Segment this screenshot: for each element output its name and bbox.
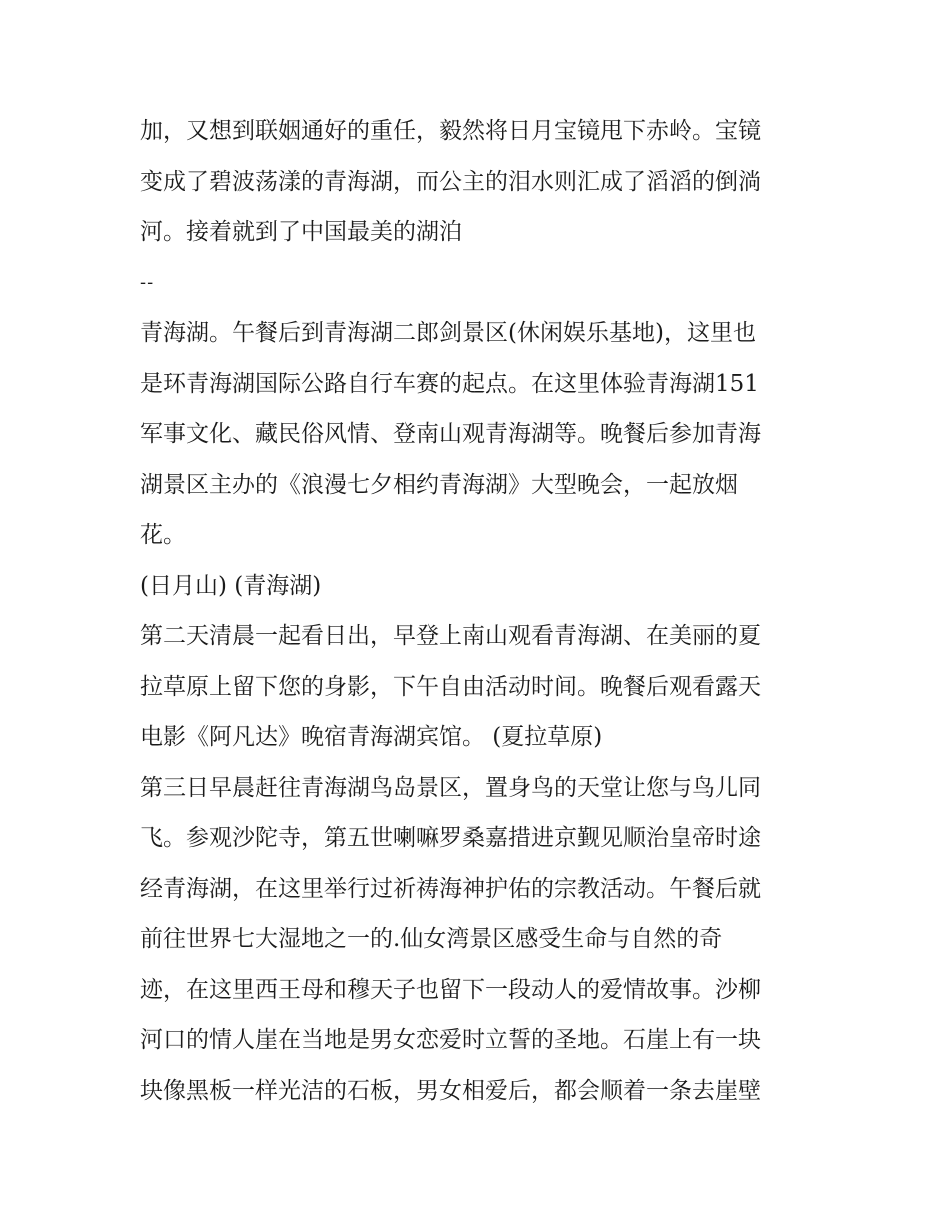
text-line: 湖景区主办的《浪漫七夕相约青海湖》大型晚会，一起放烟: [140, 471, 738, 498]
text-line: 变成了碧波荡漾的青海湖，而公主的泪水则汇成了滔滔的倒淌: [140, 168, 761, 195]
text-line: 第二天清晨一起看日出，早登上南山观看青海湖、在美丽的夏: [140, 623, 761, 649]
text-line: 前往世界七大湿地之一的.仙女湾景区感受生命与自然的奇: [140, 926, 723, 952]
separator-text: --: [140, 271, 155, 293]
text-line: 迹，在这里西王母和穆天子也留下一段动人的爱情故事。沙柳: [140, 976, 761, 1003]
text-line: 河口的情人崖在当地是男女恋爱时立誓的圣地。石崖上有一块: [140, 1027, 761, 1053]
text-line: 第三日早晨赶往青海湖鸟岛景区，置身鸟的天堂让您与鸟儿同: [140, 774, 761, 801]
text-line: 青海湖。午餐后到青海湖二郎剑景区(休闲娱乐基地)，这里也: [140, 320, 756, 346]
text-line: 块像黑板一样光洁的石板，男女相爱后，都会顺着一条去崖壁: [140, 1077, 761, 1104]
text-line: 飞。参观沙陀寺，第五世喇嘛罗桑嘉措进京觐见顺治皇帝时途: [140, 825, 761, 851]
text-line: 电影《阿凡达》晚宿青海湖宾馆。 (夏拉草原): [140, 724, 603, 750]
text-line: 是环青海湖国际公路自行车赛的起点。在这里体验青海湖151: [140, 370, 759, 397]
text-line: 加，又想到联姻通好的重任，毅然将日月宝镜甩下赤岭。宝镜: [140, 118, 761, 144]
document-body: [140, 106, 820, 1116]
text-line: 经青海湖，在这里举行过祈祷海神护佑的宗教活动。午餐后就: [140, 875, 761, 902]
text-line: 军事文化、藏民俗风情、登南山观青海湖等。晚餐后参加青海: [140, 421, 761, 447]
text-line: (日月山) (青海湖): [140, 572, 322, 599]
text-line: 河。接着就到了中国最美的湖泊: [140, 219, 462, 245]
text-line: 拉草原上留下您的身影，下午自由活动时间。晚餐后观看露天: [140, 673, 761, 700]
text-line: 花。: [140, 522, 186, 548]
